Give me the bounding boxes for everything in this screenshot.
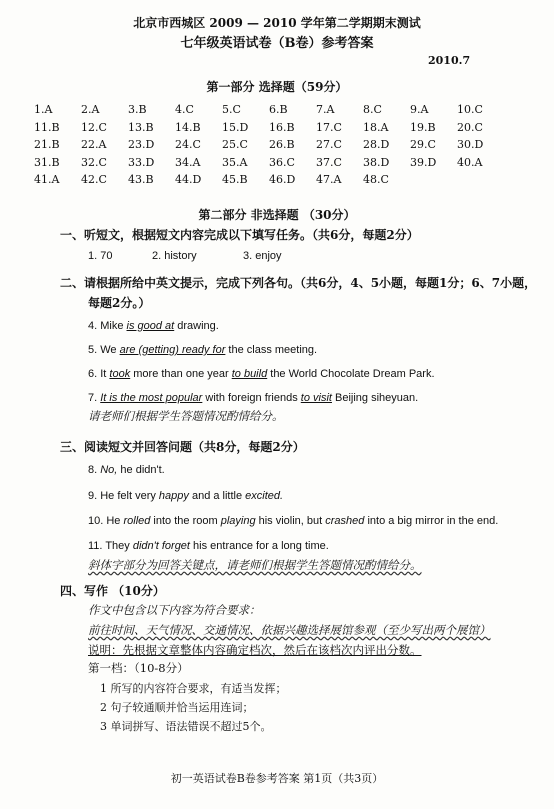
- answer-grid-cell: 46.D: [269, 173, 296, 186]
- answer-grid-cell: 3.B: [128, 103, 147, 116]
- answer-grid-cell: 38.D: [363, 155, 390, 169]
- answer-grid-cell: 33.D: [128, 155, 155, 169]
- section1-heading: 一、听短文，根据短文内容完成以下填写任务。（共6分，每题2分）: [60, 228, 419, 242]
- answer-11-key: didn't forget: [132, 540, 190, 552]
- answer-7: [88, 392, 418, 404]
- answer-6-key1: took: [109, 368, 131, 380]
- answer-grid-cell: 4.C: [175, 103, 194, 116]
- section2-grading-note: 请老师们根据学生答题情况酌情给分。: [88, 409, 284, 423]
- exam-title-line2: 七年级英语试卷（B卷）参考答案: [180, 36, 374, 51]
- answer-grid-cell: 42.C: [81, 173, 107, 186]
- answer-4-post: drawing.: [174, 320, 219, 332]
- answer-6-mid: more than one year: [130, 368, 232, 380]
- answer-grid-cell: 32.C: [81, 155, 107, 169]
- answer-grid-cell: 19.B: [410, 120, 436, 134]
- writing-explanation: [88, 642, 422, 658]
- answer-10-mid2: his violin, but: [255, 515, 326, 527]
- answer-grid-cell: 31.B: [34, 155, 60, 169]
- answer-grid-cell: 8.C: [363, 103, 382, 116]
- section4-heading: 四、写作 （10分）: [60, 584, 165, 598]
- writing-items: [88, 622, 491, 638]
- answer-6-key2: to build: [231, 368, 268, 380]
- writing-criterion-1: 1 所写的内容符合要求，有适当发挥；: [100, 682, 287, 695]
- answer-4: [88, 320, 219, 332]
- answer-grid-cell: 9.A: [410, 103, 429, 116]
- answer-4-pre: 4. Mike: [88, 320, 127, 332]
- answer-10: [88, 515, 498, 527]
- answer-5: [88, 344, 317, 356]
- answer-10-key2: playing: [220, 515, 256, 527]
- answer-grid-row: [34, 121, 504, 139]
- answer-grid-cell: 43.B: [128, 173, 154, 186]
- part2-title: 第二部分 非选择题 （30分）: [198, 208, 356, 222]
- answer-grid-cell: 28.D: [363, 138, 390, 151]
- answer-grid-cell: 39.D: [410, 155, 437, 169]
- answer-8: [88, 464, 165, 476]
- answer-grid-cell: 22.A: [81, 138, 107, 151]
- page-footer: 初一英语试卷B卷参考答案 第1页（共3页）: [170, 772, 384, 785]
- writing-explanation-text: 说明：先根据文章整体内容确定档次，然后在该档次内评出分数。: [88, 643, 422, 657]
- answer-grid-row: [34, 173, 504, 191]
- answer-grid-cell: 41.A: [34, 173, 60, 186]
- answer-grid-cell: 1.A: [34, 103, 53, 116]
- answer-grid-cell: 44.D: [175, 173, 202, 186]
- answer-grid-cell: 5.C: [222, 103, 241, 116]
- answer-grid-cell: 35.A: [222, 155, 248, 169]
- answer-grid-cell: 47.A: [316, 173, 342, 186]
- answer-grid-cell: 40.A: [457, 155, 483, 169]
- answer-grid-row: [34, 138, 504, 156]
- answer-grid-cell: 14.B: [175, 120, 201, 134]
- answer-5-pre: 5. We: [88, 344, 120, 356]
- answer-6-pre: 6. It: [88, 368, 110, 380]
- answer-grid-cell: 30.D: [457, 138, 484, 151]
- answer-grid-cell: 12.C: [81, 120, 107, 134]
- answer-9: [88, 490, 283, 502]
- answer-grid-cell: 10.C: [457, 103, 483, 116]
- answer-grid-cell: 7.A: [316, 103, 335, 116]
- answer-9-mid: and a little: [188, 490, 246, 502]
- answer-9-pre: 9. He felt very: [88, 490, 159, 502]
- answer-8-key: No,: [100, 464, 118, 476]
- answer-10-mid1: into the room: [150, 515, 221, 527]
- section3-heading: 三、阅读短文并回答问题（共8分，每题2分）: [60, 440, 305, 454]
- answer-grid-cell: 25.C: [222, 138, 248, 151]
- writing-items-text: 前往时间、天气情况、交通情况、依据兴趣选择展馆参观（至少写出两个展馆）: [88, 623, 491, 637]
- section3-grading-note-text: 斜体字部分为回答关键点，请老师们根据学生答题情况酌情给分。: [88, 558, 422, 572]
- answer-grid-cell: 26.B: [269, 138, 295, 151]
- answer-7-key2: to visit: [300, 392, 332, 404]
- answer-10-key3: crashed: [325, 515, 365, 527]
- answer-7-post: Beijing siheyuan.: [331, 392, 419, 404]
- answer-6-post: the World Chocolate Dream Park.: [267, 368, 435, 380]
- answer-grid-cell: 48.C: [363, 173, 389, 186]
- answer-7-key1: It is the most popular: [100, 392, 203, 404]
- writing-level-1: 第一档：（10-8分）: [88, 661, 189, 675]
- answer-2: 2. history: [152, 250, 197, 262]
- answer-9-key1: happy: [158, 490, 189, 502]
- choice-answer-grid: [34, 103, 504, 191]
- answer-grid-cell: 13.B: [128, 120, 154, 134]
- answer-grid-cell: 36.C: [269, 155, 295, 169]
- part1-title: 第一部分 选择题（59分）: [206, 80, 348, 94]
- answer-grid-cell: 15.D: [222, 120, 249, 134]
- writing-criterion-2: 2 句子较通顺并恰当运用连词；: [100, 701, 254, 714]
- answer-5-post: the class meeting.: [225, 344, 318, 356]
- answer-10-key1: rolled: [123, 515, 151, 527]
- answer-9-key2: excited.: [245, 490, 284, 502]
- answer-grid-row: [34, 103, 504, 121]
- answer-11: [88, 540, 329, 552]
- answer-7-mid: with foreign friends: [202, 392, 301, 404]
- answer-grid-cell: 27.C: [316, 138, 342, 151]
- answer-grid-cell: 2.A: [81, 103, 100, 116]
- answer-grid-cell: 6.B: [269, 103, 288, 116]
- answer-grid-cell: 11.B: [34, 120, 60, 134]
- answer-1: 1. 70: [88, 250, 113, 262]
- answer-grid-cell: 23.D: [128, 138, 155, 151]
- answer-11-pre: 11. They: [88, 540, 133, 552]
- answer-grid-cell: 24.C: [175, 138, 201, 151]
- answer-grid-cell: 21.B: [34, 138, 60, 151]
- answer-grid-cell: 29.C: [410, 138, 436, 151]
- answer-3: 3. enjoy: [243, 250, 282, 262]
- writing-criterion-3: 3 单词拼写、语法错误不超过5个。: [100, 720, 272, 733]
- section3-grading-note: [88, 557, 422, 573]
- answer-grid-cell: 37.C: [316, 155, 342, 169]
- exam-title-line1: 北京市西城区 2009 — 2010 学年第二学期期末测试: [133, 16, 421, 30]
- answer-grid-cell: 20.C: [457, 120, 483, 134]
- answer-10-pre: 10. He: [88, 515, 124, 527]
- answer-grid-cell: 16.B: [269, 120, 295, 134]
- answer-8-num: 8.: [88, 464, 101, 476]
- section2-heading-cont: 每题2分。）: [88, 296, 151, 310]
- exam-date: 2010.7: [428, 54, 471, 67]
- answer-5-key: are (getting) ready for: [119, 344, 226, 356]
- answer-7-pre: 7.: [88, 392, 101, 404]
- writing-requirement: 作文中包含以下内容为符合要求：: [88, 603, 261, 617]
- answer-4-key: is good at: [126, 320, 175, 332]
- section2-heading: 二、请根据所给中英文提示，完成下列各句。（共6分，4、5小题，每题1分；6、7小题，: [60, 276, 537, 290]
- answer-8-post: he didn't.: [117, 464, 165, 476]
- answer-grid-cell: 17.C: [316, 120, 342, 134]
- answer-10-post: into a big mirror in the end.: [364, 515, 499, 527]
- answer-grid-cell: 34.A: [175, 155, 201, 169]
- answer-6: [88, 368, 435, 380]
- answer-11-post: his entrance for a long time.: [189, 540, 329, 552]
- answer-grid-row: [34, 156, 504, 174]
- answer-grid-cell: 18.A: [363, 120, 389, 134]
- answer-grid-cell: 45.B: [222, 173, 248, 186]
